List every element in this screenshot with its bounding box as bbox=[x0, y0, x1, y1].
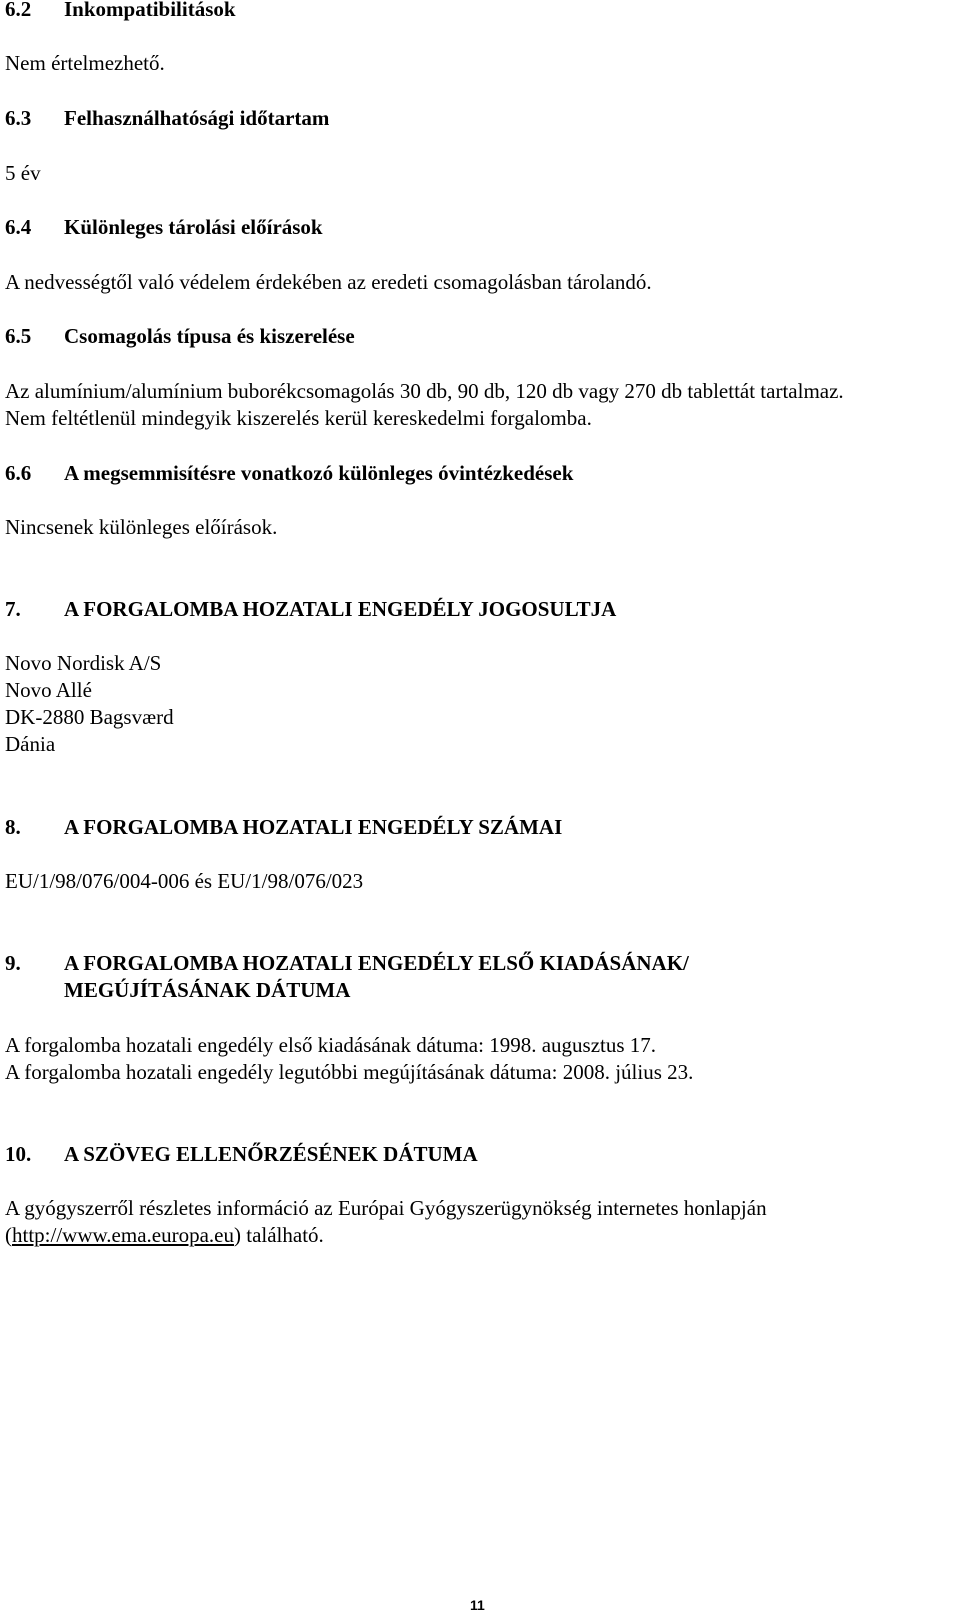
section-title: Felhasználhatósági időtartam bbox=[64, 106, 330, 130]
body-tail: ) található. bbox=[234, 1223, 324, 1247]
section-title: Inkompatibilitások bbox=[64, 0, 236, 21]
ema-website-link[interactable]: http://www.ema.europa.eu bbox=[12, 1223, 234, 1247]
section-9-body-line: A forgalomba hozatali engedély legutóbbi megújításának dátuma: 2008. július 23. bbox=[5, 1060, 694, 1084]
section-10-body-line-2 bbox=[5, 1222, 324, 1249]
paren-open: ( bbox=[5, 1223, 12, 1247]
section-number: 6.3 bbox=[5, 106, 32, 130]
section-10-heading bbox=[5, 1141, 478, 1168]
section-title: A SZÖVEG ELLENŐRZÉSÉNEK DÁTUMA bbox=[64, 1142, 478, 1166]
section-8-heading bbox=[5, 814, 562, 841]
address-line: DK-2880 Bagsværd bbox=[5, 705, 174, 729]
section-6-2-body: Nem értelmezhető. bbox=[5, 51, 165, 75]
section-8-body: EU/1/98/076/004-006 és EU/1/98/076/023 bbox=[5, 869, 364, 893]
section-9-heading bbox=[5, 950, 689, 977]
address-line: Dánia bbox=[5, 732, 56, 756]
section-6-5-body-line: Nem feltétlenül mindegyik kiszerelés kerül kereskedelmi forgalomba. bbox=[5, 406, 592, 430]
section-number: 8. bbox=[5, 815, 21, 839]
address-line: Novo Nordisk A/S bbox=[5, 651, 162, 675]
section-10-body-line: A gyógyszerről részletes információ az Európai Gyógyszerügynökség internetes honlapján bbox=[5, 1196, 767, 1220]
section-title: A FORGALOMBA HOZATALI ENGEDÉLY SZÁMAI bbox=[64, 815, 563, 839]
section-6-3-heading bbox=[5, 105, 329, 132]
section-9-heading-cont: MEGÚJÍTÁSÁNAK DÁTUMA bbox=[64, 978, 351, 1002]
section-6-5-heading bbox=[5, 323, 355, 350]
section-6-4-body: A nedvességtől való védelem érdekében az eredeti csomagolásban tárolandó. bbox=[5, 270, 652, 294]
section-title: Csomagolás típusa és kiszerelése bbox=[64, 324, 355, 348]
section-number: 6.5 bbox=[5, 324, 32, 348]
section-6-3-body: 5 év bbox=[5, 161, 41, 185]
section-title: Különleges tárolási előírások bbox=[64, 215, 323, 239]
section-number: 6.4 bbox=[5, 215, 32, 239]
section-title: A FORGALOMBA HOZATALI ENGEDÉLY ELSŐ KIADÁSÁNAK/ bbox=[64, 951, 689, 975]
address-line: Novo Allé bbox=[5, 678, 92, 702]
section-number: 10. bbox=[5, 1142, 32, 1166]
section-6-6-heading bbox=[5, 460, 573, 487]
section-6-5-body-line: Az alumínium/alumínium buborékcsomagolás 30 db, 90 db, 120 db vagy 270 db tablettát tartalmaz. bbox=[5, 379, 844, 403]
section-number: 9. bbox=[5, 951, 21, 975]
section-6-2-heading bbox=[5, 0, 236, 23]
section-number: 6.2 bbox=[5, 0, 32, 21]
section-number: 6.6 bbox=[5, 461, 32, 485]
section-7-heading bbox=[5, 596, 616, 623]
section-title: A FORGALOMBA HOZATALI ENGEDÉLY JOGOSULTJA bbox=[64, 597, 617, 621]
section-number: 7. bbox=[5, 597, 21, 621]
section-6-6-body: Nincsenek különleges előírások. bbox=[5, 515, 278, 539]
section-title: A megsemmisítésre vonatkozó különleges óvintézkedések bbox=[64, 461, 574, 485]
page-number: 11 bbox=[470, 1597, 485, 1613]
section-9-body-line: A forgalomba hozatali engedély első kiadásának dátuma: 1998. augusztus 17. bbox=[5, 1033, 657, 1057]
section-6-4-heading bbox=[5, 214, 323, 241]
